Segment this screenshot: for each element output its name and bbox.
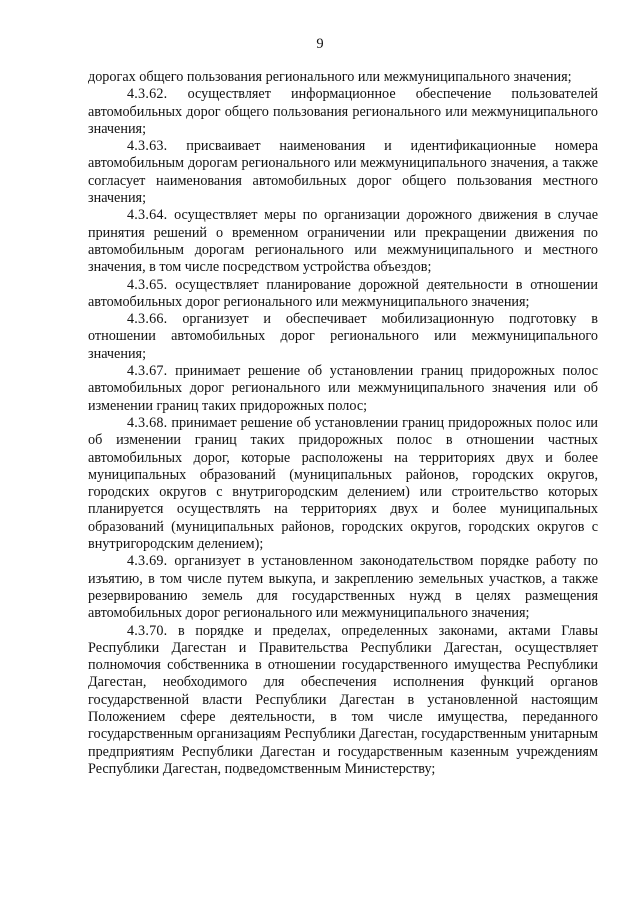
paragraph-text: принимает решение об установлении границ придорожных полос автомобильных дорог регионального или межмуниципального значения или об изменении границ таких придорожных полос; bbox=[88, 363, 599, 414]
paragraph-number: 4.3.65. bbox=[127, 276, 168, 293]
paragraph-text: осуществляет меры по организации дорожного движения в случае принятия решений о временном ограничении или прекращении движения по автомобильным дорогам регионального или межмуниципального и местного значения, в том числе посредством устройства объездов; bbox=[88, 207, 598, 276]
paragraph-4-3-62 bbox=[88, 86, 598, 138]
paragraph-4-3-70 bbox=[88, 623, 598, 779]
paragraph-text: дорогах общего пользования регионального или межмуниципального значения; bbox=[88, 69, 572, 85]
document-body bbox=[88, 69, 598, 778]
paragraph-text: в порядке и пределах, определенных законами, актами Главы Республики Дагестан и Правительства Республики Дагестан, осуществляет полномочия собственника в отношении государственного имущества Республики Дагестан, необходимого для обеспечения исполнения функций органов государственной власти Республики Дагестан в установленной настоящим Положением сфере деятельности, в том числе имущества, переданного государственным организациям Республики Дагестан, государственным унитарным предприятиям Республики Дагестан и государственным казенным учреждениям Республики Дагестан, подведомственным Министерству; bbox=[88, 622, 598, 777]
paragraph-4-3-65 bbox=[88, 277, 598, 312]
paragraph-4-3-69 bbox=[88, 553, 598, 622]
paragraph-number: 4.3.67. bbox=[127, 363, 168, 380]
paragraph-number: 4.3.63. bbox=[127, 138, 168, 155]
paragraph-text: осуществляет планирование дорожной деятельности в отношении автомобильных дорог регионального или межмуниципального значения; bbox=[88, 276, 598, 310]
paragraph-number: 4.3.70. bbox=[127, 622, 168, 639]
paragraph-text: присваивает наименования и идентификационные номера автомобильным дорогам регионального или межмуниципального значения, а также согласует наименования автомобильных дорог общего пользования местного значения; bbox=[88, 138, 599, 207]
paragraph-4-3-64 bbox=[88, 207, 598, 276]
paragraph-number: 4.3.62. bbox=[127, 86, 168, 103]
page-number: 9 bbox=[316, 36, 324, 52]
paragraph-4-3-67 bbox=[88, 363, 598, 415]
paragraph-text: осуществляет информационное обеспечение пользователей автомобильных дорог общего пользования регионального или межмуниципального значения; bbox=[88, 86, 599, 137]
paragraph-4-3-68 bbox=[88, 415, 598, 553]
paragraph-text: принимает решение об установлении границ придорожных полос или об изменении границ таких придорожных полос в отношении частных автомобильных дорог, которые расположены на территориях двух и более муниципальных образований (муниципальных районов, городских округов, городских округов с внутригородским делением) или строительство которых планируется осуществлять на территориях двух и более муниципальных образований (муниципальных районов, городских округов, городских округов с внутригородским делением); bbox=[88, 414, 599, 553]
paragraph-text: организует и обеспечивает мобилизационную подготовку в отношении автомобильных дорог регионального или межмуниципального значения; bbox=[88, 311, 598, 362]
paragraph-text: организует в установленном законодательством порядке работу по изъятию, в том числе путем выкупа, и закреплению земельных участков, а также резервированию земель для государственных нужд в целях размещения автомобильных дорог регионального или межмуниципального значения; bbox=[88, 553, 599, 622]
paragraph-number: 4.3.64. bbox=[127, 207, 168, 224]
paragraph-number: 4.3.69. bbox=[127, 553, 168, 570]
paragraph-continuation bbox=[88, 69, 598, 86]
paragraph-4-3-63 bbox=[88, 138, 598, 207]
paragraph-number: 4.3.66. bbox=[127, 311, 168, 328]
paragraph-4-3-66 bbox=[88, 311, 598, 363]
paragraph-number: 4.3.68. bbox=[127, 414, 168, 431]
